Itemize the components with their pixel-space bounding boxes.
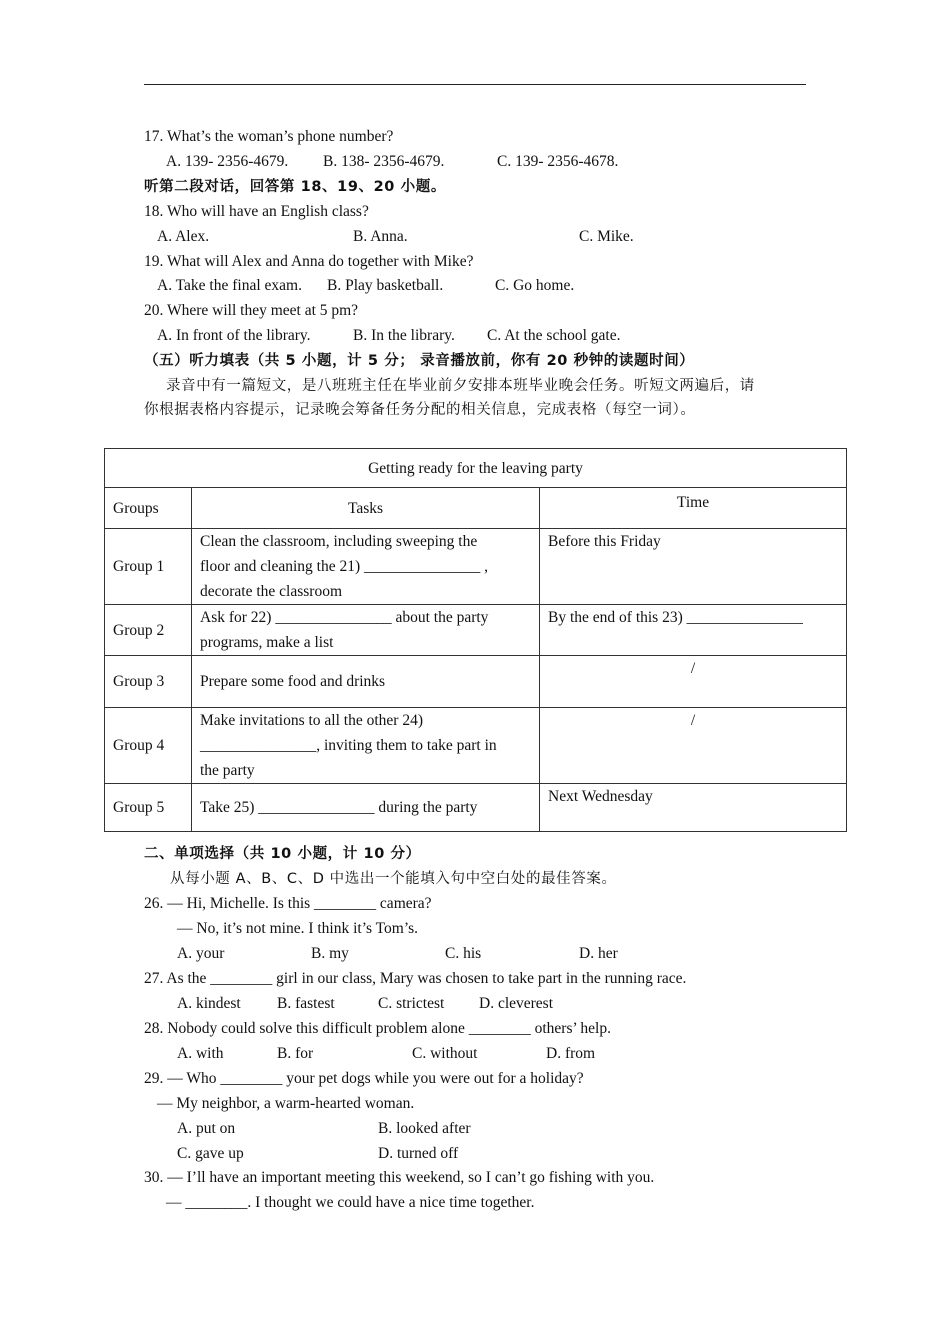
header-tasks: Tasks [192, 488, 540, 529]
q30-stem: 30. — I’ll have an important meeting this weekend, so I can’t go fishing with you. [144, 1169, 655, 1186]
q26-reply: — No, it’s not mine. I think it’s Tom’s. [177, 920, 419, 937]
party-task-table [104, 448, 847, 832]
q19-option-c: C. Go home. [495, 277, 575, 294]
task-line: Prepare some food and drinks [200, 673, 386, 690]
section5-instruction-line2: 你根据表格内容提示，记录晚会筹备任务分配的相关信息，完成表格（每空一词）。 [144, 402, 696, 418]
group-cell: Group 2 [105, 605, 192, 656]
q28-option-d: D. from [546, 1045, 596, 1062]
q18-option-b: B. Anna. [353, 228, 408, 245]
q17-stem: 17. What’s the woman’s phone number? [144, 128, 394, 145]
q29-option-c: C. gave up [177, 1145, 244, 1162]
task-cell [192, 529, 540, 605]
q19-option-a: A. Take the final exam. [157, 277, 302, 294]
task-line: Make invitations to all the other 24) [200, 712, 423, 729]
task-line: Take 25) _______________ during the party [200, 799, 478, 816]
header-rule [144, 84, 806, 85]
q27-option-d: D. cleverest [479, 995, 554, 1012]
q27-option-b: B. fastest [277, 995, 335, 1012]
table-row [105, 708, 847, 784]
section5-instruction-line1: 录音中有一篇短文，是八班班主任在毕业前夕安排本班毕业晚会任务。听短文两遍后，请 [166, 378, 755, 394]
q20-option-c: C. At the school gate. [487, 327, 621, 344]
time-cell: / [540, 708, 847, 784]
task-line: the party [200, 762, 255, 779]
q26-stem: 26. — Hi, Michelle. Is this ________ camera? [144, 895, 432, 912]
q30-reply: — ________. I thought we could have a nice time together. [166, 1194, 535, 1211]
q20-option-b: B. In the library. [353, 327, 455, 344]
time-cell: By the end of this 23) _______________ [540, 605, 847, 656]
task-line: programs, make a list [200, 634, 334, 651]
q29-option-d: D. turned off [378, 1145, 459, 1162]
q20-option-a: A. In front of the library. [157, 327, 311, 344]
time-cell: Next Wednesday [540, 784, 847, 832]
q28-option-b: B. for [277, 1045, 314, 1062]
task-cell [192, 784, 540, 832]
part2-heading: 二、单项选择（共 10 小题，计 10 分） [144, 846, 421, 862]
q19-option-b: B. Play basketball. [327, 277, 444, 294]
task-line: Ask for 22) _______________ about the party [200, 609, 489, 626]
q17-option-c: C. 139- 2356-4678. [497, 153, 619, 170]
group-cell: Group 1 [105, 529, 192, 605]
q28-stem: 28. Nobody could solve this difficult problem alone ________ others’ help. [144, 1020, 611, 1037]
q17-option-b: B. 138- 2356-4679. [323, 153, 445, 170]
table-row [105, 784, 847, 832]
q29-stem: 29. — Who ________ your pet dogs while you were out for a holiday? [144, 1070, 584, 1087]
group-cell: Group 5 [105, 784, 192, 832]
q27-option-c: C. strictest [378, 995, 445, 1012]
q18-option-a: A. Alex. [157, 228, 210, 245]
group-cell: Group 4 [105, 708, 192, 784]
task-cell [192, 708, 540, 784]
task-line: Clean the classroom, including sweeping the [200, 533, 478, 550]
q20-stem: 20. Where will they meet at 5 pm? [144, 302, 359, 319]
table-title: Getting ready for the leaving party [105, 449, 847, 488]
time-cell: / [540, 656, 847, 708]
header-time: Time [540, 488, 847, 529]
part2-instruction: 从每小题 A、B、C、D 中选出一个能填入句中空白处的最佳答案。 [170, 871, 617, 887]
q26-option-b: B. my [311, 945, 349, 962]
group-cell: Group 3 [105, 656, 192, 708]
q28-option-c: C. without [412, 1045, 478, 1062]
q29-option-b: B. looked after [378, 1120, 471, 1137]
q26-option-d: D. her [579, 945, 618, 962]
table-row [105, 656, 847, 708]
q29-reply: — My neighbor, a warm-hearted woman. [157, 1095, 415, 1112]
q29-option-a: A. put on [177, 1120, 236, 1137]
time-cell: Before this Friday [540, 529, 847, 605]
q26-option-c: C. his [445, 945, 482, 962]
section5-heading: （五）听力填表（共 5 小题，计 5 分； 录音播放前，你有 20 秒钟的读题时间） [144, 353, 695, 369]
q26-option-a: A. your [177, 945, 225, 962]
dialog2-heading: 听第二段对话，回答第 18、19、20 小题。 [144, 179, 446, 195]
task-line: decorate the classroom [200, 583, 343, 600]
q17-option-a: A. 139- 2356-4679. [166, 153, 289, 170]
q18-option-c: C. Mike. [579, 228, 634, 245]
q19-stem: 19. What will Alex and Anna do together with Mike? [144, 253, 474, 270]
table-row [105, 529, 847, 605]
task-cell [192, 605, 540, 656]
q28-option-a: A. with [177, 1045, 224, 1062]
table-row [105, 605, 847, 656]
task-line: floor and cleaning the 21) _______________ , [200, 558, 488, 575]
task-cell [192, 656, 540, 708]
header-groups: Groups [105, 488, 192, 529]
q27-stem: 27. As the ________ girl in our class, Mary was chosen to take part in the running race. [144, 970, 687, 987]
q27-option-a: A. kindest [177, 995, 241, 1012]
task-line: _______________, inviting them to take part in [200, 737, 497, 754]
q18-stem: 18. Who will have an English class? [144, 203, 369, 220]
